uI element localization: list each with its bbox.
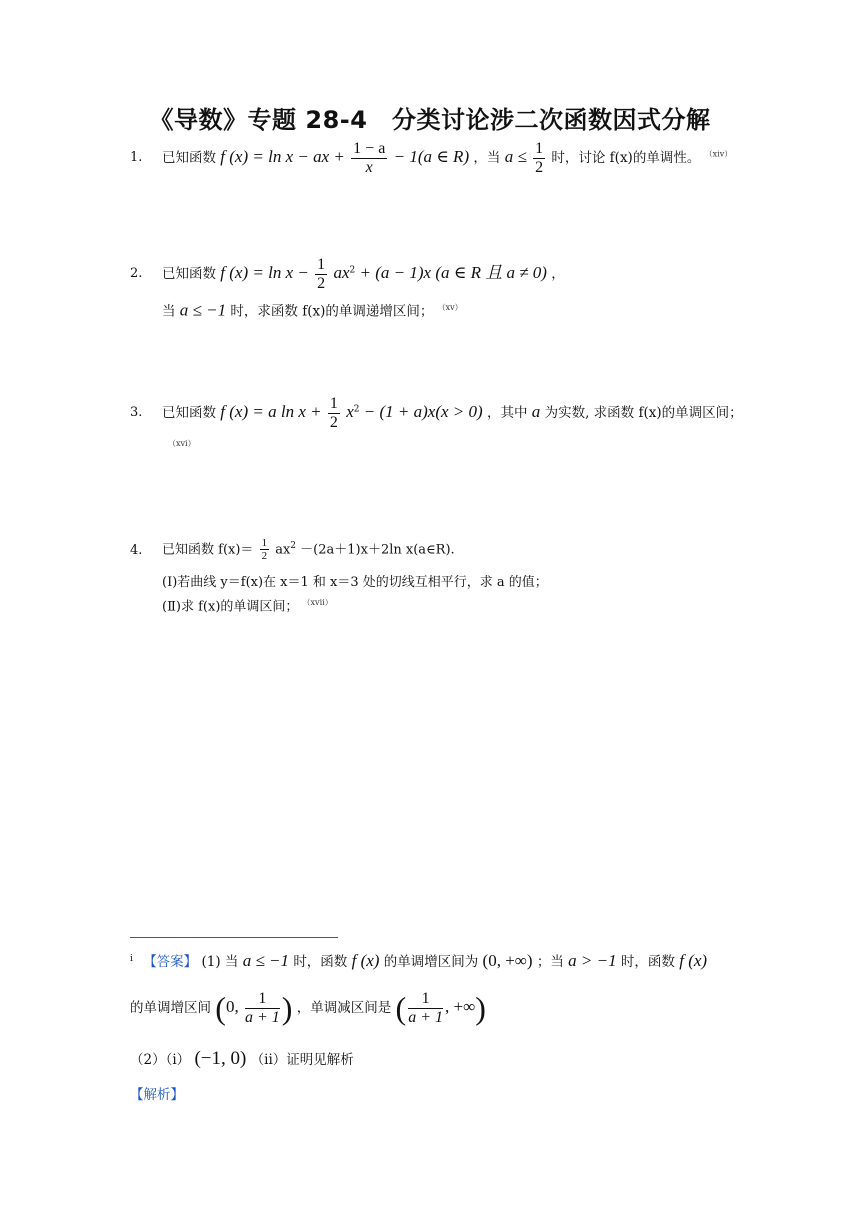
fraction: $\frac{1}{a + 1}$ — [245, 990, 280, 1026]
problem-statement: 已知函数 f(x)＝ $\frac{1}{2}$ $ax^2 -(2a+1)x+2\ln$ x(a∈R). — [162, 537, 455, 563]
problem-question: 当 a ≤ −1 时，求函数 f(x)的单调递增区间； $^{(xv)}$ — [162, 300, 463, 320]
answer-label: 【答案】 — [143, 954, 198, 970]
footnote-ref: （xvii） — [302, 598, 333, 607]
footnote-ref: （xv） — [437, 303, 463, 312]
problem-number: 2. — [130, 266, 143, 281]
problem-statement: 已知函数 f (x) = a ln x + $\frac{1}{2}$ $x^2 - (1 + a)x(x > 0)$ ，其中 a 为实数, 求函数 f(x)的单调区间； — [162, 395, 743, 431]
fraction: $\frac{1}{2}$ — [535, 140, 544, 176]
footnote-line-2: 的单调增区间 (0, $\frac{1}{a + 1}$ ) ，单调减区间是 ( $\frac{1}{a + 1}$ , +∞) — [130, 990, 486, 1026]
fraction: $\frac{1}{a + 1}$ — [408, 990, 443, 1026]
page-title: 《导数》专题 28-4 分类讨论涉二次函数因式分解 — [149, 106, 711, 134]
problem-part-1: (Ⅰ)若曲线 y＝f(x)在 x＝1 和 x＝3 处的切线互相平行，求 a 的值； — [162, 575, 548, 590]
problem-statement: 已知函数 f (x) = ln x − $\frac{1}{2}$ $ax^2 + (a - 1)x$ (a ∈ R 且 a ≠ 0) ， — [162, 256, 565, 292]
fraction: $\frac{1}{2}$ — [317, 256, 326, 292]
footnote-line-1: $^i$ 【答案】 (1) 当 a ≤ −1 时，函数 f (x) 的单调增区间为 (0, +∞) ；当 a > −1 时，函数 f (x) — [130, 951, 708, 970]
footnote-ref: （xvi） — [168, 439, 196, 448]
problem-ref-line — [168, 434, 196, 458]
problem-number: 3. — [130, 405, 143, 420]
footnote-line-3: （2）（i） (−1, 0) （ii）证明见解析 — [130, 1048, 354, 1069]
fraction: $\frac{1 - a}{x}$ — [353, 140, 386, 176]
fraction: $\frac{1}{2}$ — [261, 537, 268, 563]
problem-number: 4. — [130, 543, 143, 558]
problem-statement: 已知函数 f (x) = ln x − ax + $\frac{1 - a}{x}$ − 1(a ∈ R) ，当 a ≤ $\frac{1}{2}$ 时，讨论 f(x)的单调性。 $^{(xiv)}$ — [162, 140, 733, 176]
footnote-divider — [130, 937, 338, 938]
fraction: $\frac{1}{2}$ — [329, 395, 338, 431]
problem-part-2: (Ⅱ)求 f(x)的单调区间； $^{(xvii)}$ — [162, 598, 333, 615]
problem-number: 1. — [130, 150, 143, 165]
analysis-label: 【解析】 — [130, 1087, 184, 1103]
footnote-ref: （xiv） — [704, 149, 733, 159]
